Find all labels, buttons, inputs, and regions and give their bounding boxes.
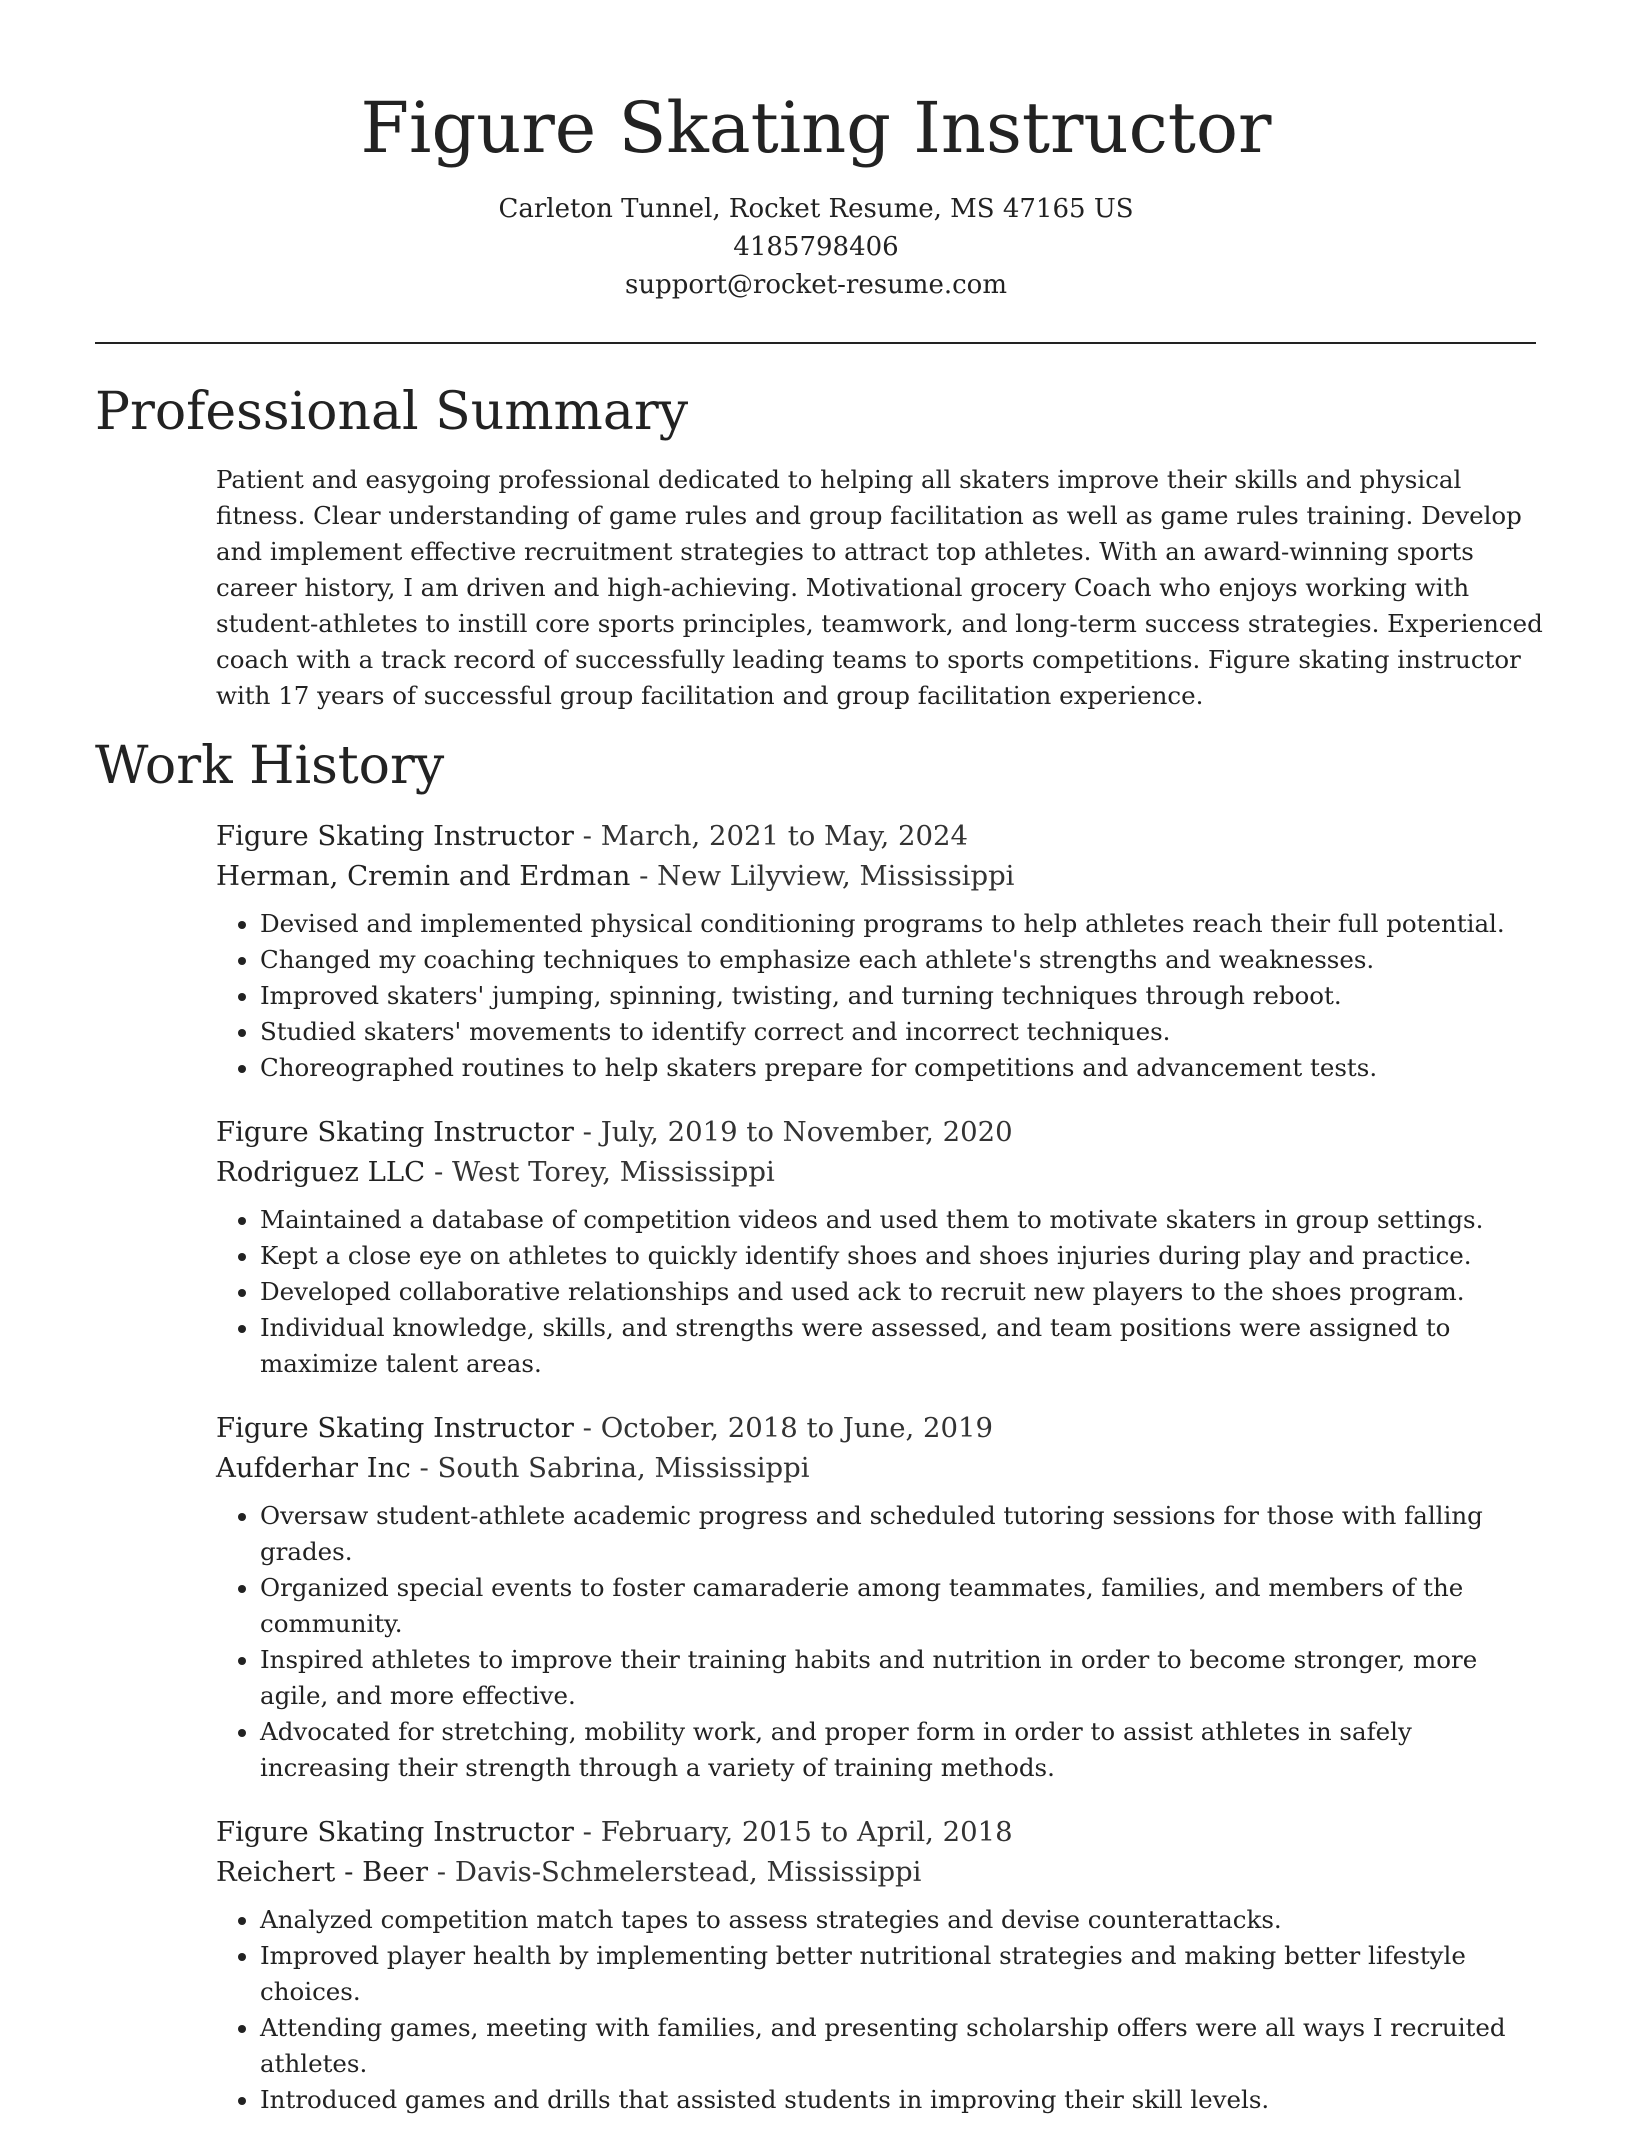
duty-item: • Introduced games and drills that assisted students in improving their skill levels. [260,2082,1546,2118]
company-name: Reichert - Beer [216,1856,429,1888]
company-name: Rodriguez LLC [216,1156,426,1188]
duty-item: • Individual knowledge, skills, and strengths were assessed, and team positions were assigned to maximize talent areas. [260,1310,1546,1382]
separator: - [573,1816,601,1848]
job-title-line [216,1812,1546,1852]
job-dates: March, 2021 to May, 2024 [600,820,968,852]
summary-text: Patient and easygoing professional dedicated to helping all skaters improve their skills and physical fitness. Clear understanding of game rules and group facilitation as well as game rules training. Develop and implement effective recruitment strategies to attract top athletes. With an award-winning sports career history, I am driven and high-achieving. Motivational grocery Coach who enjoys working with student-athletes to instill core sports principles, teamwork, and long-term success strategies. Experienced coach with a track record of successfully leading teams to sports competitions. Figure skating instructor with 17 years of successful group facilitation and group facilitation experience. [216,465,1543,710]
duty-item: • Analyzed competition match tapes to assess strategies and devise counterattacks. [260,1902,1546,1938]
separator: - [630,860,658,892]
work-history-heading: Work History [95,736,445,796]
candidate-name: Figure Skating Instructor [360,87,1272,169]
job-location: New Lilyview, Mississippi [657,860,1015,892]
duty-item: • Maintained a database of competition videos and used them to motivate skaters in group settings. [260,1202,1546,1238]
duty-item: • Improved player health by implementing better nutritional strategies and making better lifestyle choices. [260,1938,1546,2010]
separator: - [428,1856,455,1888]
duty-item: • Devised and implemented physical conditioning programs to help athletes reach their full potential. [260,906,1546,942]
separator: - [425,1156,452,1188]
summary-heading: Professional Summary [95,382,689,442]
email-address: support@rocket-resume.com [624,270,1007,300]
job-company-line [216,1448,1546,1488]
job-title-line [216,1408,1546,1448]
job-location: Davis-Schmelerstead, Mississippi [454,1856,922,1888]
company-name: Herman, Cremin and Erdman [216,860,631,892]
job-title: Figure Skating Instructor [216,1816,574,1848]
job-entry [216,1812,1546,2118]
duty-item: • Inspired athletes to improve their training habits and nutrition in order to become stronger, more agile, and more effective. [260,1642,1546,1714]
address: Carleton Tunnel, Rocket Resume, MS 47165 US [498,194,1134,224]
duty-item: • Studied skaters' movements to identify correct and incorrect techniques. [260,1014,1546,1050]
duty-item: • Kept a close eye on athletes to quickly identify shoes and shoes injuries during play and practice. [260,1238,1546,1274]
job-entry [216,1112,1546,1382]
job-title: Figure Skating Instructor [216,820,574,852]
duty-item: • Attending games, meeting with families, and presenting scholarship offers were all ways I recruited athletes. [260,2010,1546,2082]
job-title-line [216,1112,1546,1152]
job-dates: July, 2019 to November, 2020 [600,1116,1013,1148]
job-duties [216,1202,1546,1382]
company-name: Aufderhar Inc [216,1452,411,1484]
job-entry [216,1408,1546,1786]
duty-item: • Oversaw student-athlete academic progress and scheduled tutoring sessions for those with falling grades. [260,1498,1546,1570]
duty-item: • Organized special events to foster camaraderie among teammates, families, and members of the community. [260,1570,1546,1642]
separator: - [573,820,601,852]
duty-item: • Choreographed routines to help skaters prepare for competitions and advancement tests. [260,1050,1546,1086]
job-title: Figure Skating Instructor [216,1412,574,1444]
job-company-line [216,1852,1546,1892]
job-duties [216,1498,1546,1786]
duty-item: • Changed my coaching techniques to emphasize each athlete's strengths and weaknesses. [260,942,1546,978]
job-duties [216,1902,1546,2118]
job-title-line [216,816,1546,856]
separator: - [410,1452,438,1484]
job-dates: February, 2015 to April, 2018 [600,1816,1013,1848]
work-history-list [216,816,1546,2144]
phone-number: 4185798406 [733,232,899,262]
resume-header [0,0,1632,304]
duty-item: • Developed collaborative relationships and used ack to recruit new players to the shoes program. [260,1274,1546,1310]
job-location: West Torey, Mississippi [451,1156,775,1188]
separator: - [573,1412,601,1444]
separator: - [573,1116,601,1148]
job-duties [216,906,1546,1086]
header-divider [95,342,1536,344]
duty-item: • Advocated for stretching, mobility work, and proper form in order to assist athletes in safely increasing their strength through a variety of training methods. [260,1714,1546,1786]
job-company-line [216,1152,1546,1192]
duty-item: • Improved skaters' jumping, spinning, twisting, and turning techniques through reboot. [260,978,1546,1014]
job-location: South Sabrina, Mississippi [437,1452,810,1484]
job-dates: October, 2018 to June, 2019 [600,1412,993,1444]
job-entry [216,816,1546,1086]
job-company-line [216,856,1546,896]
contact-info [0,190,1632,304]
job-title: Figure Skating Instructor [216,1116,574,1148]
